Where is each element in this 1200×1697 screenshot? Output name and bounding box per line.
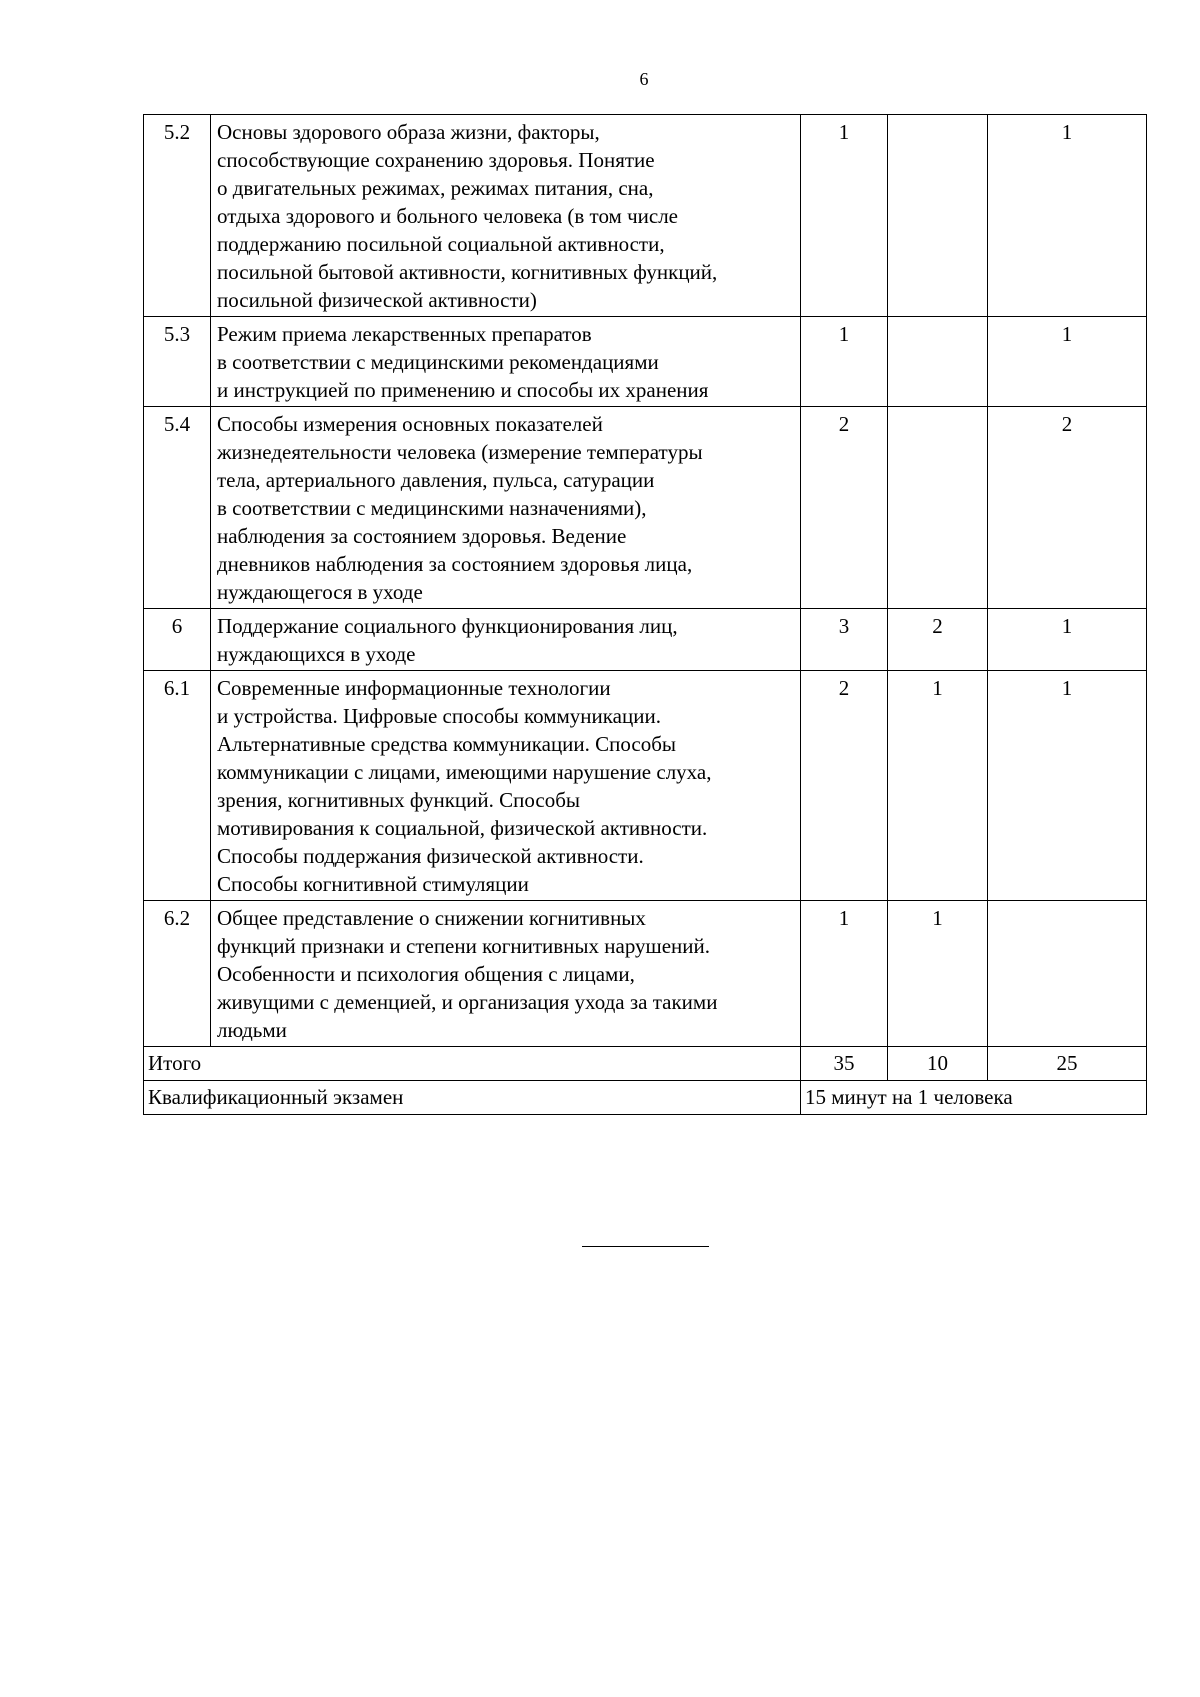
table-row [144, 901, 1147, 1047]
row-theory-hours [888, 115, 988, 317]
row-topic-line: в соответствии с медицинскими назначениями), [217, 496, 647, 520]
exam-row [144, 1081, 1147, 1115]
row-topic-line: коммуникации с лицами, имеющими нарушение слуха, [217, 760, 712, 784]
row-number: 5.3 [144, 317, 211, 407]
row-number: 6 [144, 609, 211, 671]
curriculum-table [143, 114, 1147, 1115]
row-topic-line: Основы здорового образа жизни, факторы, [217, 120, 600, 144]
row-practice-hours: 1 [988, 317, 1147, 407]
row-topic [211, 317, 801, 407]
footer-divider [582, 1246, 709, 1247]
totals-practice-hours: 25 [988, 1047, 1147, 1081]
row-total-hours: 2 [801, 407, 888, 609]
row-topic-line: людьми [217, 1018, 287, 1042]
totals-label: Итого [144, 1047, 801, 1081]
row-total-hours: 3 [801, 609, 888, 671]
totals-total-hours: 35 [801, 1047, 888, 1081]
exam-value: 15 минут на 1 человека [801, 1081, 1147, 1115]
row-topic-line: нуждающихся в уходе [217, 642, 416, 666]
row-practice-hours: 1 [988, 609, 1147, 671]
row-topic-line: Способы поддержания физической активности. [217, 844, 644, 868]
row-total-hours: 1 [801, 115, 888, 317]
row-theory-hours [888, 317, 988, 407]
row-topic-line: жизнедеятельности человека (измерение температуры [217, 440, 703, 464]
row-topic-line: дневников наблюдения за состоянием здоровья лица, [217, 552, 693, 576]
table-row [144, 115, 1147, 317]
table-row [144, 671, 1147, 901]
row-number: 6.2 [144, 901, 211, 1047]
row-topic-line: посильной бытовой активности, когнитивных функций, [217, 260, 718, 284]
row-topic-line: функций признаки и степени когнитивных нарушений. [217, 934, 710, 958]
row-topic-line: Современные информационные технологии [217, 676, 611, 700]
row-practice-hours: 2 [988, 407, 1147, 609]
table-row [144, 609, 1147, 671]
table-body [144, 115, 1147, 1115]
row-topic-line: зрения, когнитивных функций. Способы [217, 788, 581, 812]
row-number: 6.1 [144, 671, 211, 901]
row-topic-line: Альтернативные средства коммуникации. Способы [217, 732, 677, 756]
row-topic-line: отдыха здорового и больного человека (в том числе [217, 204, 679, 228]
row-topic-line: Способы когнитивной стимуляции [217, 872, 529, 896]
row-theory-hours: 1 [888, 901, 988, 1047]
table-row [144, 407, 1147, 609]
row-topic-line: Особенности и психология общения с лицами, [217, 962, 635, 986]
row-topic-line: Способы измерения основных показателей [217, 412, 603, 436]
row-topic-line: и инструкцией по применению и способы их хранения [217, 378, 709, 402]
row-topic [211, 901, 801, 1047]
row-practice-hours: 1 [988, 671, 1147, 901]
row-topic-line: Общее представление о снижении когнитивных [217, 906, 646, 930]
row-topic-line: посильной физической активности) [217, 288, 537, 312]
row-number: 5.4 [144, 407, 211, 609]
totals-theory-hours: 10 [888, 1047, 988, 1081]
row-topic-line: поддержанию посильной социальной активности, [217, 232, 665, 256]
exam-label: Квалификационный экзамен [144, 1081, 801, 1115]
row-topic-line: в соответствии с медицинскими рекомендациями [217, 350, 659, 374]
row-total-hours: 1 [801, 901, 888, 1047]
totals-row [144, 1047, 1147, 1081]
row-topic-line: Поддержание социального функционирования лиц, [217, 614, 678, 638]
row-topic-line: наблюдения за состоянием здоровья. Ведение [217, 524, 627, 548]
row-total-hours: 1 [801, 317, 888, 407]
row-practice-hours [988, 901, 1147, 1047]
row-topic-line: мотивирования к социальной, физической активности. [217, 816, 708, 840]
row-theory-hours: 2 [888, 609, 988, 671]
row-topic-line: живущими с деменцией, и организация ухода за такими [217, 990, 718, 1014]
row-topic-line: Режим приема лекарственных препаратов [217, 322, 592, 346]
row-topic-line: и устройства. Цифровые способы коммуникации. [217, 704, 661, 728]
row-topic [211, 407, 801, 609]
row-topic-line: о двигательных режимах, режимах питания, сна, [217, 176, 654, 200]
row-total-hours: 2 [801, 671, 888, 901]
row-theory-hours [888, 407, 988, 609]
page-number: 6 [639, 69, 649, 89]
row-theory-hours: 1 [888, 671, 988, 901]
row-number: 5.2 [144, 115, 211, 317]
row-topic-line: способствующие сохранению здоровья. Понятие [217, 148, 655, 172]
row-topic [211, 115, 801, 317]
row-topic-line: нуждающегося в уходе [217, 580, 423, 604]
row-practice-hours: 1 [988, 115, 1147, 317]
table-row [144, 317, 1147, 407]
row-topic [211, 671, 801, 901]
row-topic-line: тела, артериального давления, пульса, сатурации [217, 468, 655, 492]
row-topic [211, 609, 801, 671]
